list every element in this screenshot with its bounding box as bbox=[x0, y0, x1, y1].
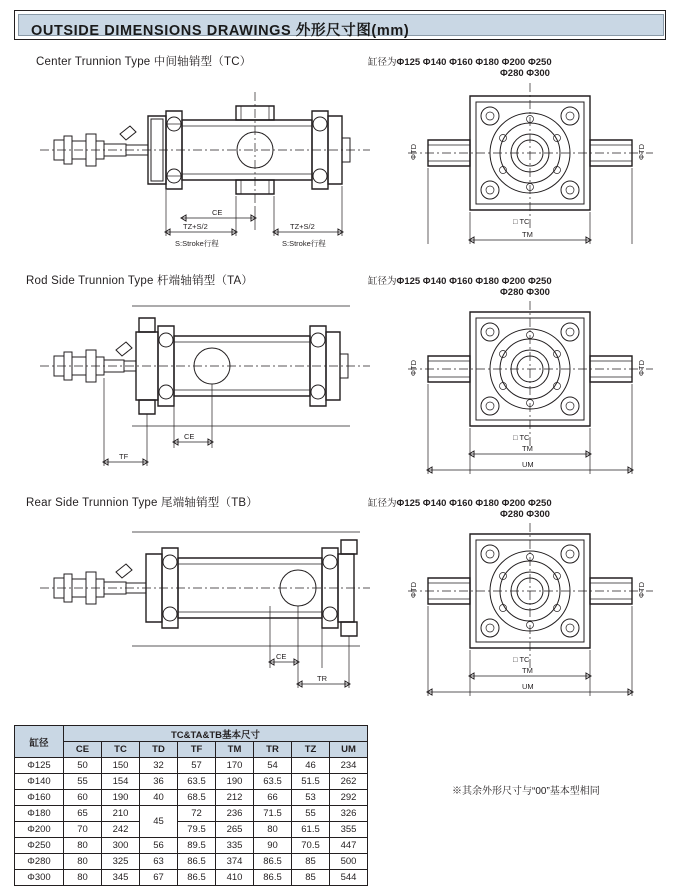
svg-text:TM: TM bbox=[522, 666, 533, 675]
table-cell: 242 bbox=[102, 822, 140, 838]
section-title-rod-side-trunnion: Rod Side Trunnion Type 杆端轴销型（TA） bbox=[26, 275, 254, 287]
svg-text:ΦTD: ΦTD bbox=[409, 582, 418, 598]
bore-list-3: Φ125 Φ140 Φ160 Φ180 Φ200 Φ250 bbox=[396, 498, 552, 509]
section-title-center-trunnion: Center Trunnion Type 中间轴销型（TC） bbox=[36, 56, 252, 68]
table-cell: 57 bbox=[178, 758, 216, 774]
bore-prefix-1: 缸径为 bbox=[368, 57, 397, 68]
table-cell: 410 bbox=[216, 870, 254, 886]
table-cell: 500 bbox=[330, 854, 368, 870]
table-cell: 60 bbox=[64, 790, 102, 806]
table-cell: 262 bbox=[330, 774, 368, 790]
table-cell: 236 bbox=[216, 806, 254, 822]
svg-text:S:Stroke行程: S:Stroke行程 bbox=[282, 239, 326, 248]
table-cell: 61.5 bbox=[292, 822, 330, 838]
table-cell: 63 bbox=[140, 854, 178, 870]
table-column-header-tm: TM bbox=[216, 742, 254, 758]
drawing-tc-side-view bbox=[20, 78, 370, 253]
page-title: OUTSIDE DIMENSIONS DRAWINGS 外形尺寸图(mm) bbox=[31, 23, 410, 39]
table-cell: 54 bbox=[254, 758, 292, 774]
table-group-header: TC&TA&TB基本尺寸 bbox=[64, 726, 368, 742]
drawing-ta-side-view bbox=[20, 296, 370, 476]
svg-text:UM: UM bbox=[522, 460, 534, 469]
svg-text:TF: TF bbox=[119, 452, 129, 461]
svg-text:ΦTD: ΦTD bbox=[637, 360, 646, 376]
table-header-row-2 bbox=[15, 742, 368, 758]
table-cell: 67 bbox=[140, 870, 178, 886]
table-cell: 40 bbox=[140, 790, 178, 806]
table-cell: 300 bbox=[102, 838, 140, 854]
table-cell: 335 bbox=[216, 838, 254, 854]
dimensions-table bbox=[14, 725, 368, 886]
table-cell: 212 bbox=[216, 790, 254, 806]
table-cell: 63.5 bbox=[178, 774, 216, 790]
svg-text:S:Stroke行程: S:Stroke行程 bbox=[175, 239, 219, 248]
table-cell: 210 bbox=[102, 806, 140, 822]
bore-prefix-2: 缸径为 bbox=[368, 276, 397, 287]
table-cell: 70 bbox=[64, 822, 102, 838]
drawing-tc-end-view bbox=[398, 78, 663, 253]
table-cell: 86.5 bbox=[254, 870, 292, 886]
svg-text:CE: CE bbox=[212, 208, 223, 217]
table-cell: 234 bbox=[330, 758, 368, 774]
table-cell: 80 bbox=[64, 838, 102, 854]
svg-text:CE: CE bbox=[184, 432, 195, 441]
table-cell: 170 bbox=[216, 758, 254, 774]
table-column-header-um: UM bbox=[330, 742, 368, 758]
table-cell: 90 bbox=[254, 838, 292, 854]
table-column-header-tc: TC bbox=[102, 742, 140, 758]
svg-text:□ TC: □ TC bbox=[513, 433, 530, 442]
table-row-bore: Φ250 bbox=[15, 838, 64, 854]
table-column-header-ce: CE bbox=[64, 742, 102, 758]
table-cell: 32 bbox=[140, 758, 178, 774]
table-column-header-tr: TR bbox=[254, 742, 292, 758]
table-cell: 55 bbox=[292, 806, 330, 822]
svg-text:TZ+S/2: TZ+S/2 bbox=[290, 222, 315, 231]
bore-label2-rear-side-trunnion: Φ280 Φ300 bbox=[500, 509, 550, 520]
bore-label2-rod-side-trunnion: Φ280 Φ300 bbox=[500, 287, 550, 298]
table-row bbox=[15, 758, 368, 774]
table-cell: 65 bbox=[64, 806, 102, 822]
table-cell: 265 bbox=[216, 822, 254, 838]
table-header-row-1 bbox=[15, 726, 368, 742]
table-row-bore: Φ140 bbox=[15, 774, 64, 790]
svg-text:UM: UM bbox=[522, 682, 534, 691]
table-cell: 56 bbox=[140, 838, 178, 854]
bore-label-rod-side-trunnion bbox=[368, 273, 552, 287]
table-row-bore: Φ300 bbox=[15, 870, 64, 886]
table-cell: 86.5 bbox=[178, 870, 216, 886]
table-column-header-td: TD bbox=[140, 742, 178, 758]
table-cell: 154 bbox=[102, 774, 140, 790]
table-cell: 79.5 bbox=[178, 822, 216, 838]
table-cell: 80 bbox=[64, 854, 102, 870]
section-title-rear-side-trunnion: Rear Side Trunnion Type 尾端轴销型（TB） bbox=[26, 497, 258, 509]
table-cell: 86.5 bbox=[178, 854, 216, 870]
table-cell: 85 bbox=[292, 870, 330, 886]
page-header bbox=[14, 10, 666, 40]
table-row bbox=[15, 854, 368, 870]
svg-text:ΦTD: ΦTD bbox=[637, 582, 646, 598]
drawing-tb-side-view bbox=[20, 518, 370, 698]
table-row bbox=[15, 774, 368, 790]
svg-text:□ TC: □ TC bbox=[513, 655, 530, 664]
table-cell: 46 bbox=[292, 758, 330, 774]
table-cell: 66 bbox=[254, 790, 292, 806]
table-row bbox=[15, 806, 368, 822]
table-row bbox=[15, 822, 368, 838]
table-cell: 68.5 bbox=[178, 790, 216, 806]
table-cell: 190 bbox=[102, 790, 140, 806]
table-cell: 45 bbox=[140, 806, 178, 838]
bore-list-2: Φ125 Φ140 Φ160 Φ180 Φ200 Φ250 bbox=[396, 276, 552, 287]
table-note: ※其余外形尺寸与“00”基本型相同 bbox=[452, 786, 600, 797]
svg-text:TM: TM bbox=[522, 444, 533, 453]
table-row-bore: Φ280 bbox=[15, 854, 64, 870]
table-cell: 325 bbox=[102, 854, 140, 870]
table-cell: 71.5 bbox=[254, 806, 292, 822]
table-corner-label: 缸径 bbox=[15, 726, 64, 758]
table-row-bore: Φ180 bbox=[15, 806, 64, 822]
svg-text:TM: TM bbox=[522, 230, 533, 239]
svg-text:ΦTD: ΦTD bbox=[409, 144, 418, 160]
bore-label2-center-trunnion: Φ280 Φ300 bbox=[500, 68, 550, 79]
drawing-ta-end-view bbox=[398, 296, 663, 481]
bore-prefix-3: 缸径为 bbox=[368, 498, 397, 509]
table-cell: 326 bbox=[330, 806, 368, 822]
table-cell: 70.5 bbox=[292, 838, 330, 854]
table-row bbox=[15, 870, 368, 886]
svg-text:CE: CE bbox=[276, 652, 287, 661]
table-row-bore: Φ160 bbox=[15, 790, 64, 806]
table-cell: 80 bbox=[254, 822, 292, 838]
table-row bbox=[15, 790, 368, 806]
table-cell: 345 bbox=[102, 870, 140, 886]
table-cell: 447 bbox=[330, 838, 368, 854]
table-row-bore: Φ200 bbox=[15, 822, 64, 838]
svg-text:□ TC: □ TC bbox=[513, 217, 530, 226]
table-cell: 86.5 bbox=[254, 854, 292, 870]
bore-label-rear-side-trunnion bbox=[368, 495, 552, 509]
table-cell: 374 bbox=[216, 854, 254, 870]
drawing-tb-end-view bbox=[398, 518, 663, 703]
svg-text:ΦTD: ΦTD bbox=[637, 144, 646, 160]
bore-label-center-trunnion bbox=[368, 54, 552, 68]
table-cell: 50 bbox=[64, 758, 102, 774]
table-cell: 89.5 bbox=[178, 838, 216, 854]
svg-text:ΦTD: ΦTD bbox=[409, 360, 418, 376]
table-cell: 150 bbox=[102, 758, 140, 774]
table-cell: 85 bbox=[292, 854, 330, 870]
table-cell: 72 bbox=[178, 806, 216, 822]
bore-list-1: Φ125 Φ140 Φ160 Φ180 Φ200 Φ250 bbox=[396, 57, 552, 68]
table-cell: 63.5 bbox=[254, 774, 292, 790]
table-cell: 36 bbox=[140, 774, 178, 790]
table-cell: 80 bbox=[64, 870, 102, 886]
table-cell: 292 bbox=[330, 790, 368, 806]
table-row bbox=[15, 838, 368, 854]
table-cell: 355 bbox=[330, 822, 368, 838]
table-column-header-tz: TZ bbox=[292, 742, 330, 758]
table-cell: 544 bbox=[330, 870, 368, 886]
svg-text:TZ+S/2: TZ+S/2 bbox=[183, 222, 208, 231]
table-cell: 51.5 bbox=[292, 774, 330, 790]
table-cell: 53 bbox=[292, 790, 330, 806]
table-cell: 55 bbox=[64, 774, 102, 790]
table-column-header-tf: TF bbox=[178, 742, 216, 758]
svg-text:TR: TR bbox=[317, 674, 327, 683]
table-row-bore: Φ125 bbox=[15, 758, 64, 774]
table-cell: 190 bbox=[216, 774, 254, 790]
